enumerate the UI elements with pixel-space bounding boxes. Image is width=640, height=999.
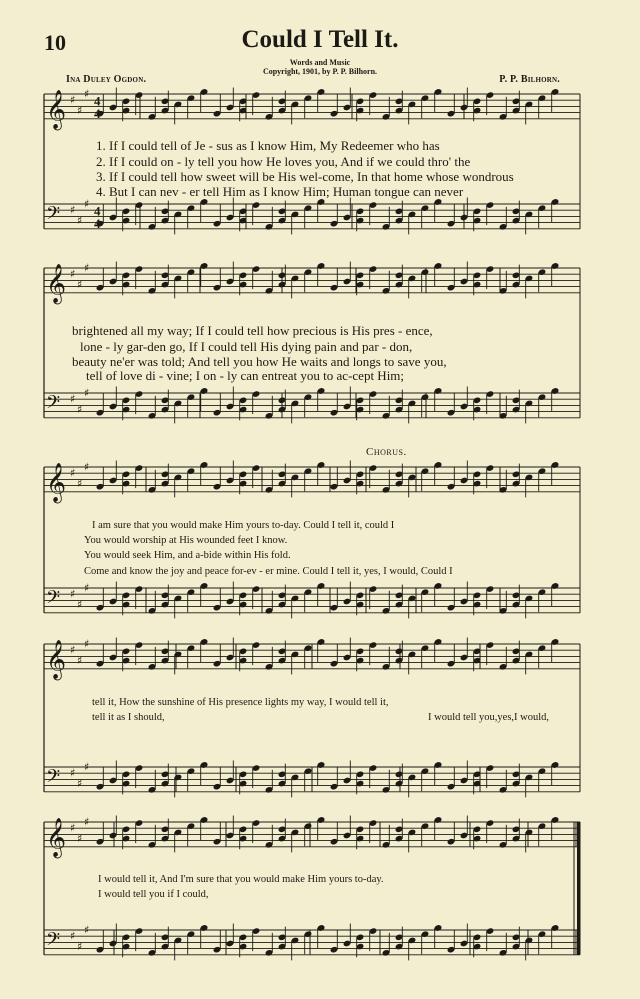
sharp-icon: ♯ (70, 392, 76, 406)
sharp-icon: ♯ (77, 104, 83, 118)
verse-1-line-2: brightened all my way; If I could tell how precious is His pres - ence, (72, 323, 433, 338)
verse-3-line-1: 3. If I could tell how sweet will be His wel-come, In that home whose wondrous (96, 169, 514, 184)
sharp-icon: ♯ (77, 278, 83, 292)
verse-4-line-1: 4. But I can nev - er tell Him as I know Him; Human tongue can never (96, 184, 464, 199)
sharp-icon: ♯ (77, 598, 83, 612)
chorus-line-2: You would worship at His wounded feet I know. (84, 535, 288, 546)
time-signature-bottom: 4 (94, 215, 101, 231)
verse-4-line-2: tell of love di - vine; I on - ly can entreat you to ac-cept Him; (86, 368, 405, 383)
composer-name: P. P. Bilhorn. (499, 74, 560, 85)
chorus-line-6: tell it as I should, (92, 712, 165, 723)
sharp-icon: ♯ (70, 203, 76, 217)
sharp-icon: ♯ (84, 760, 90, 774)
sharp-icon: ♯ (77, 832, 83, 846)
sharp-icon: ♯ (84, 923, 90, 937)
sharp-icon: ♯ (84, 460, 90, 474)
sharp-icon: ♯ (77, 777, 83, 791)
sharp-icon: ♯ (70, 929, 76, 943)
verse-2-line-2: lone - ly gar-den go, If I could tell His dying pain and par - don, (80, 339, 413, 354)
time-signature-top: 4 (94, 203, 101, 219)
verse-2-line-1: 2. If I could on - ly tell you how He loves you, And if we could thro' the (96, 154, 471, 169)
chorus-line-1: I am sure that you would make Him yours to-day. Could I tell it, could I (92, 520, 395, 531)
lyricist-name: Ina Duley Ogdon. (66, 74, 147, 85)
chorus-line-5: tell it, How the sunshine of His presence lights my way, I would tell it, (92, 697, 389, 708)
sharp-icon: ♯ (70, 766, 76, 780)
bass-clef-icon: 𝄢 (46, 929, 61, 955)
treble-clef-icon: 𝄞 (46, 639, 67, 680)
sharp-icon: ♯ (70, 587, 76, 601)
time-signature-top: 4 (94, 93, 101, 109)
sharp-icon: ♯ (84, 197, 90, 211)
sharp-icon: ♯ (77, 214, 83, 228)
sharp-icon: ♯ (70, 643, 76, 657)
sharp-icon: ♯ (84, 815, 90, 829)
bass-clef-icon: 𝄢 (46, 392, 61, 418)
sharp-icon: ♯ (84, 261, 90, 275)
hymn-title: Could I Tell It. (241, 26, 399, 53)
sharp-icon: ♯ (70, 93, 76, 107)
sharp-icon: ♯ (84, 581, 90, 595)
sharp-icon: ♯ (77, 654, 83, 668)
chorus-line-9: I would tell you if I could, (98, 889, 209, 900)
time-signature-bottom: 4 (94, 105, 101, 121)
bass-clef-icon: 𝄢 (46, 203, 61, 229)
page-number: 10 (44, 30, 66, 55)
treble-clef-icon: 𝄞 (46, 263, 67, 304)
bass-clef-icon: 𝄢 (46, 587, 61, 613)
sharp-icon: ♯ (77, 940, 83, 954)
chorus-line-3: You would seek Him, and a-bide within His fold. (84, 550, 291, 561)
bass-clef-icon: 𝄢 (46, 766, 61, 792)
sharp-icon: ♯ (84, 637, 90, 651)
chorus-label: Chorus. (366, 446, 407, 458)
verse-1-line-1: 1. If I could tell of Je - sus as I know Him, My Redeemer who has (96, 138, 440, 153)
treble-clef-icon: 𝄞 (46, 89, 67, 130)
chorus-line-8: I would tell it, And I'm sure that you would make Him yours to-day. (98, 874, 384, 885)
credit-copyright: Copyright, 1901, by P. P. Bilhorn. (262, 67, 378, 76)
treble-clef-icon: 𝄞 (46, 462, 67, 503)
sharp-icon: ♯ (70, 821, 76, 835)
sharp-icon: ♯ (70, 267, 76, 281)
final-bar-thick (577, 822, 580, 955)
sharp-icon: ♯ (70, 466, 76, 480)
chorus-line-7: I would tell you,yes,I would, (428, 712, 550, 723)
credit-words-and-music: Words and Music (289, 58, 351, 67)
verse-3-line-2: beauty ne'er was told; And tell you how He waits and longs to save you, (72, 354, 447, 369)
sharp-icon: ♯ (84, 386, 90, 400)
sharp-icon: ♯ (77, 477, 83, 491)
sharp-icon: ♯ (84, 87, 90, 101)
sharp-icon: ♯ (77, 403, 83, 417)
treble-clef-icon: 𝄞 (46, 817, 67, 858)
chorus-line-4: Come and know the joy and peace for-ev - er mine. Could I tell it, yes, I would, Could I (84, 566, 453, 577)
